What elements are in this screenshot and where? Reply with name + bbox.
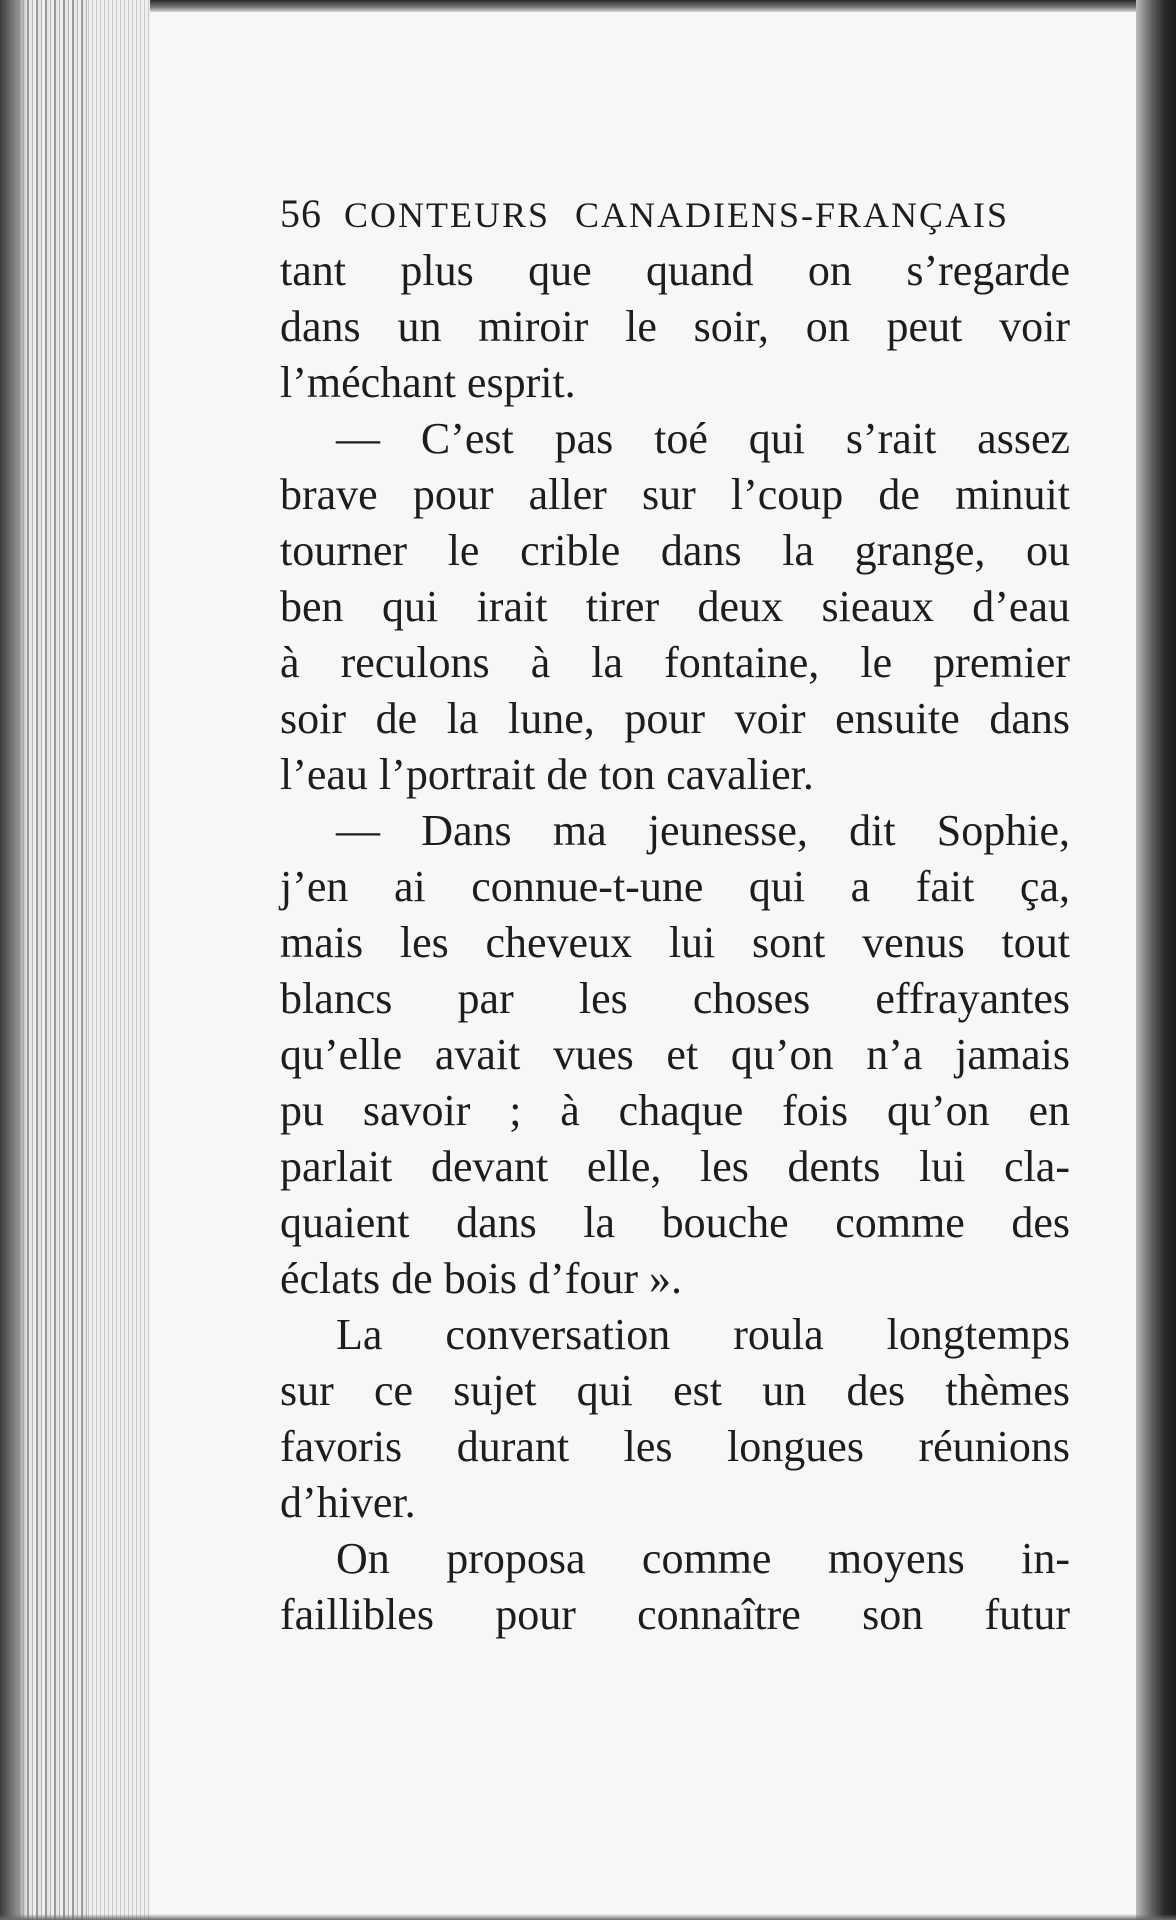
text-block	[280, 190, 1070, 1643]
text-line: l’méchant esprit.	[280, 358, 576, 407]
text-line: blancs par les choses effrayantes	[280, 974, 1070, 1023]
text-line: faillibles pour connaître son futur	[280, 1590, 1070, 1639]
text-line: j’en ai connue-t-une qui a fait ça,	[280, 862, 1070, 911]
text-line: — Dans ma jeunesse, dit Sophie,	[336, 806, 1070, 855]
text-line: quaient dans la bouche comme des	[280, 1198, 1070, 1247]
text-line: tant plus que quand on s’regarde	[280, 246, 1070, 295]
running-head-title: CONTEURS CANADIENS-FRANÇAIS	[344, 195, 1010, 235]
binding-shadow	[1136, 0, 1176, 1920]
text-line: mais les cheveux lui sont venus tout	[280, 918, 1070, 967]
text-line: — C’est pas toé qui s’rait assez	[336, 414, 1070, 463]
running-head	[280, 190, 1070, 237]
text-line: parlait devant elle, les dents lui cla-	[280, 1142, 1070, 1191]
printed-page	[150, 12, 1136, 1914]
page-number: 56	[280, 191, 322, 236]
text-line: ben qui irait tirer deux sieaux d’eau	[280, 582, 1070, 631]
text-line: soir de la lune, pour voir ensuite dans	[280, 694, 1070, 743]
text-line: éclats de bois d’four ».	[280, 1254, 682, 1303]
scan-top-edge	[0, 0, 1176, 12]
stacked-page-edges	[0, 0, 150, 1920]
text-line: pu savoir ; à chaque fois qu’on en	[280, 1086, 1070, 1135]
text-line: l’eau l’portrait de ton cavalier.	[280, 750, 814, 799]
text-line: dans un miroir le soir, on peut voir	[280, 302, 1070, 351]
text-line: La conversation roula longtemps	[336, 1310, 1070, 1359]
text-line: qu’elle avait vues et qu’on n’a jamais	[280, 1030, 1070, 1079]
text-line: sur ce sujet qui est un des thèmes	[280, 1366, 1070, 1415]
text-line: d’hiver.	[280, 1478, 416, 1527]
scan-bottom-edge	[0, 1914, 1176, 1920]
text-line: favoris durant les longues réunions	[280, 1422, 1070, 1471]
text-line: à reculons à la fontaine, le premier	[280, 638, 1070, 687]
text-line: tourner le crible dans la grange, ou	[280, 526, 1070, 575]
text-line: On proposa comme moyens in-	[336, 1534, 1070, 1583]
body-text	[280, 243, 1070, 1643]
text-line: brave pour aller sur l’coup de minuit	[280, 470, 1070, 519]
